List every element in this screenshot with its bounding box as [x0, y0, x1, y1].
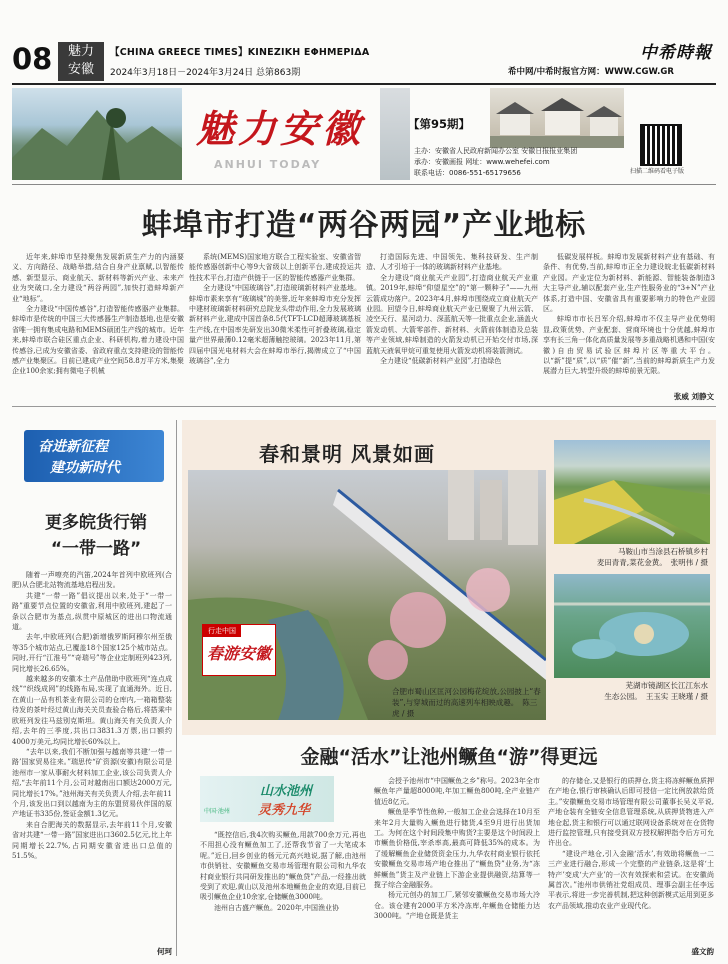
article1-col1-p1: 近年来,蚌埠市坚持聚焦发展新质生产力的内涵要义、方向路径、战略举措,结合自身产业禀赋,以智能传感、新型显示、商业航天、新材料等新兴产业、未来产业为突破口,全力建设“两谷两园”,加快打造蚌埠新产业“地标”。 — [12, 253, 184, 303]
article2-badge-line1: 奋进新征程 — [38, 439, 108, 455]
article3-col3 — [548, 776, 714, 946]
article1-col2-p1: 系统(MEMS)国家地方联合工程实验室、安徽省智能传感器创新中心等9大省级以上创新平台,建成投运共性技术平台,打造产供链于一区的智能传感器产业集群。 — [189, 253, 361, 282]
article2-p5: “去年以来,我们不断加强与越南等共建‘一带一路’国家贸易往来。”瑞思传“矿资源(安徽)有限公司是池州市一家从事耐火材料加工企业,该公司负责人介绍,“去年前11个月,公司对越南出口额达2000万元,同比增长17%。”池州海关有关负责人介绍,去年前11个月,该发出口到以越南为主的东盟贸易伙伴国的原产地证书335份,签证金额1.3亿元。 — [12, 747, 172, 819]
banner-photo-left — [12, 88, 182, 180]
article3-col2 — [374, 776, 540, 956]
credit-br: 王玉实 王晓瑾 / 摄 — [645, 692, 708, 701]
caption-top-right — [564, 546, 708, 568]
photo-bottom-right-park — [554, 574, 710, 678]
section-label-line2: 安徽 — [67, 62, 94, 77]
article2-p4: 越来越多的安徽本土产品借助中欧班列“连点成线”“织线成网”的线路布局,实现了直通海外。近日,在黄山一品有机茶业有限公司的仓库内,一箱箱整装待发的茶叶经过黄山海关关员查验合格后,将搭乘中欧班列发往马兹别克斯坦。黄山海关有关负责人介绍,去年的三季度,共出口3831.3万票,出口额约4000万美元,均同比增长60%以上。 — [12, 675, 172, 746]
fields-svg — [554, 440, 710, 544]
photo-feature-title: 春和景明 风景如画 — [259, 442, 435, 466]
caption-br-line2: 生态公园。 — [604, 692, 642, 701]
main-photo-park-train — [188, 470, 546, 720]
article1-col4-p2: 蚌埠市市长吕军介绍,蚌埠市不仅主导产业优势明显,政策优势、产业配套、营商环境也十分优越,蚌埠市享有长三角一体化高质量发展等多重战略机遇和中国(安徽)自由贸易试验区蚌埠片区等重大平台。以“新”提“质”,以“质”催“新”,当前的蚌埠新质生产力发展潜力巨大,转型升级的蚌埠前景无限。 — [543, 315, 715, 376]
caption-br-line1: 芜湖市镜湖区长江江东水 — [625, 681, 708, 690]
qr-code[interactable] — [640, 124, 682, 166]
article3-col2-p1: 会授予池州市“中国鳜鱼之乡”称号。2023年全市鳜鱼年产量超8000吨,年加工鳜鱼800吨,全产业链产值近8亿元。 — [374, 777, 540, 806]
article2-p3: 去年,中欧班列(合肥)新增俄罗斯阿穆尔州至俄等35个城市站点,已覆盖18个国家125个城市站点。同时,开行“江淮号”“奇瑞号”等企业定制班列423列,同比增长26.65%。 — [12, 633, 172, 673]
article3-byline: 盛文韵 — [691, 947, 714, 956]
article1-col3-p1: 打造国际先进、中国领先、集科技研发、生产制造、人才引培于一体的玻璃新材料产业基地。 — [366, 253, 538, 272]
main-caption-text: 合肥市蜀山区匡河公园梅花绽放,公园披上“春装”,与穿城而过的高速列车相映成趣。 — [392, 687, 541, 707]
caption-tr-line1: 马鞍山市当涂县石桥镇乡村 — [618, 547, 708, 556]
article2-p2: 共建“一带一路”倡议提出以来,处于“一带一路”重要节点位置的安徽省,利用中欧班列,建起了一条以合肥市为基点,纵贯中原城区的进出口物流通道。 — [12, 591, 172, 632]
article3-col3-p2: “建设产地仓,引入金融‘活水’,有效助将鳜鱼一二三产业进行融合,形成一个完整的产业链条,这是将‘土特产’变成‘大产业’的一次有效探索和尝试。在安徽尚属首次。”池州市供销社党组成员、理事会副主任李远平表示,将进一步完善机制,把这种创新模式运用到更多农产品领域,推动农业产业现代化。 — [548, 849, 714, 910]
article2-p6: 来自合肥海关的数据显示,去年前11个月,安徽省对共建“一带一路”国家进出口3602.5亿元,比上年同期增长22.7%,占同期安徽省进出口总值的51.5%。 — [12, 820, 172, 860]
article2-divider — [176, 420, 177, 956]
banner-subtitle: ANHUI TODAY — [214, 158, 322, 171]
article3-badge — [200, 776, 334, 822]
article1-byline: 张威 刘静文 — [673, 392, 714, 401]
article2-body — [12, 570, 172, 946]
banner-mountain-svg — [12, 88, 182, 180]
caption-tr-line2: 麦田青青,菜花金黄。 — [596, 558, 667, 567]
article3-headline: 金融“活水”让池州鳜鱼“游”得更远 — [300, 746, 598, 768]
article1-col3-p2: 全力建设“商业航天产业园”,打造商业航天产业重镇。2019年,蚌埠“仰望星空”的“第一颗种子”——九州云箭成功落户。2023年4月,蚌埠市围绕成立商业航天产业园。回望今日,蚌埠商业航天产业已聚聚了九州云箭、凌空天行、星河动力、深蓝航天等一批重点企业,涵盖火箭发动机、大箭零部件、新材料、火箭前体制造及总装等产业领域,蚌埠制造的火箭发动机已开始交付市场,深蓝航天液氧甲烷可重复使用火箭发动机将装箭测试。 — [366, 273, 538, 355]
article3-col3-p1: 的存储仓,又是银行的质押仓,货主将冻鲜鳜鱼质押在产地仓,银行审核确认后即可授信一定比例放款给货主。”安徽鳜鱼交易市场管理有限公司董事长吴义平说,产地仓装有全链安全信息管理系统,从质押货物进入产地仓起,货主和银行可以通过联网设备系统对在仓货物进行监控管理,只有接受到双方授权解押指令后方可允许出仓。 — [548, 777, 714, 848]
header-rule — [12, 83, 716, 85]
tag-badge — [202, 624, 276, 676]
article1-col3 — [366, 252, 538, 402]
paper-name: 【CHINA GREECE TIMES】KINEZIKH EΦHMEPIΔA — [110, 47, 370, 58]
main-photo-svg — [188, 470, 546, 720]
park-svg — [554, 574, 710, 678]
article1-bottom-rule — [12, 406, 716, 407]
caption-bottom-right — [564, 680, 708, 702]
section-label — [58, 42, 104, 81]
article3-col2-p2: 鳜鱼是季节性鱼种,一般加工企业会选择在10月至来年2月大量购入鳜鱼进行储货,4至9月进行出货加工。为何在这个时间段集中购货?主要是这个时间段上市鳜鱼价格低,宰杀率高,最高可降低35%的成本。为了缓解鳜鱼企业储货资金压力,九华农村商业银行依托安徽鳜鱼交易市场产地仓推出了“鳜鱼贷”业务,为“冻鲜鳜鱼”货主及产业链上下游企业提供融资,结算等一揽子综合金融服务。 — [374, 808, 540, 890]
article1-col4-p1: 低碳发展样板。蚌埠市发展新材料产业有基础、有条件、有优势,当前,蚌埠市正全力建设皖北低碳新材料产业园。产业定位为新材料、新能源、智能装备制造3大主导产业,辅以配套产业,生产性服务业的“3+N”产业体系,打造中国、安徽省具有重要影响力的特色产业园区。 — [543, 253, 715, 314]
article3-col1-p1: “既控信后,我4次购买鳜鱼,用款700余万元,再也不用担心没有鳜鱼加工了,还帮我节省了一大笔成本呢。”近日,回乡创业的杨元元高兴地说,据了解,由池州市供销社、安徽鳜鱼交易市场管理有限公司和九华农村商业银行共同研发推出的“鳜鱼贷”产品,一经推出就受到了欢迎,黄山以及池州本地鳜鱼企业的欢迎,目前已吸引鳜鱼企业10余家,仓储鳜鱼3000吨。 — [200, 831, 366, 902]
edition-note: 希中网/中希时报官方网：WWW.CGW.GR — [508, 67, 674, 77]
article2-headline-line1: 更多皖货行销 — [45, 513, 147, 533]
banner-photo-mid — [380, 88, 410, 180]
article2-badge — [24, 430, 164, 482]
qr-caption: 扫描二维码看电子版 — [630, 168, 685, 175]
tag-title: 春游安徽 — [207, 644, 272, 663]
banner-partner: 承办：安徽画报 网址：www.wehefei.com — [414, 158, 550, 166]
article1-col2-p2: 全力建设“中国玻璃谷”,打造玻璃新材料产业基地。蚌埠市素来享有“玻璃城”的美誉,近年来蚌埠市充分发挥中建材玻璃新材料研究总院龙头带动作用,全力发展玻璃新材料产业,建成中国首条8.5代TFT-LCD超薄玻璃基板生产线,在中国率先研发出30微米柔性可折叠玻璃,稳定量产世界最薄0.12毫米超薄触控玻璃。2023年11月,第四届中国光电材料大会在蚌埠市举行,揭牌成立了“中国玻璃谷”,全力 — [189, 284, 361, 366]
article1-col4 — [543, 252, 715, 390]
page-number: 08 — [12, 42, 53, 76]
tag-label: 行走中国 — [203, 625, 241, 637]
article2-badge-line2: 建功新时代 — [50, 460, 120, 476]
banner-title: 魅力安徽 — [196, 106, 365, 151]
banner-sponsor: 主办：安徽省人民政府新闻办公室 安徽日报报业集团 — [414, 147, 578, 155]
article3-badge-line2: 灵秀九华 — [258, 803, 311, 818]
main-caption-credit: 陈三虎 / 摄 — [392, 698, 538, 718]
article1-col3-p3: 全力建设“低碳新材料产业园”,打造绿色 — [380, 357, 502, 366]
article3-badge-line1: 山水池州 — [260, 784, 313, 799]
article1-headline: 蚌埠市打造“两谷两园”产业地标 — [141, 208, 587, 243]
banner-village-svg — [490, 88, 624, 148]
section-label-line1: 魅力 — [67, 44, 94, 59]
banner-rule — [12, 184, 716, 185]
photo-top-right-fields — [554, 440, 710, 544]
article3-col2-p3: 杨元元创办的加工厂,紧邻安徽鳜鱼交易市场大冷仓。该仓建有2000平方米冷冻库,年鳜鱼仓储能力达3000吨。“产地仓既是货主 — [374, 891, 540, 921]
article3-col1 — [200, 830, 366, 956]
masthead-logo: 中希時報 — [640, 43, 712, 63]
article1-col1 — [12, 252, 184, 402]
article2-p1: 随着一声嘹亮的汽笛,2024年首列中欧班列(合肥)从合肥北站物流基地启程出发。 — [12, 571, 172, 590]
article2-headline-line2: “一带一路” — [50, 539, 142, 559]
banner-photo-right — [490, 88, 624, 148]
banner-contact: 联系电话：0086-551-65179656 — [414, 169, 521, 177]
date-issue: 2024年3月18日－2024年3月24日 总第863期 — [110, 68, 301, 78]
article1-col2 — [189, 252, 361, 402]
article2-byline: 何珂 — [157, 947, 172, 956]
main-photo-caption — [392, 686, 542, 719]
article3-badge-small: 中国·池州 — [204, 808, 230, 815]
article1-col1-p2: 全力建设“中国传感谷”,打造智能传感器产业集群。蚌埠市是传统的中国三大传感器生产制造基地,也是安徽省唯一拥有集成电路和MEMS硕团生产线的城市。近年来,蚌埠市联合硅区重点企业、科研机构,着力建设中国传感谷,已成为安徽省委、省政府重点支持建设的智能传感产业集聚区。目前已建成产业空间58.8万平方米,集聚企业100余家;拥有微电子机械 — [12, 305, 184, 376]
credit-tr: 张明伟 / 摄 — [670, 558, 708, 567]
article3-col1-p2: 池州自古盛产鳜鱼。2020年,中国渔业协 — [214, 903, 340, 912]
issue-number: 【第95期】 — [408, 117, 471, 131]
